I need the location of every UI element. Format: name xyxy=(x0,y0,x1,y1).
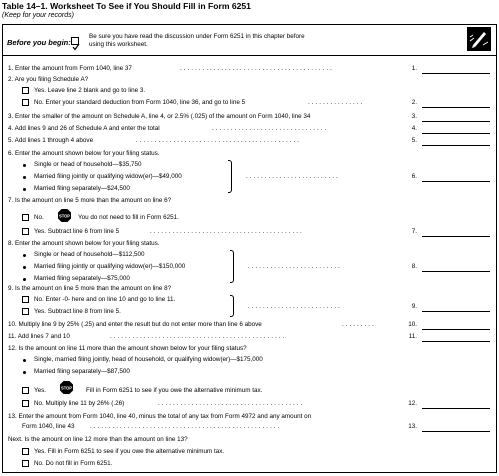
line-7-text: 7. Is the amount on line 5 more than the amount on line 6? xyxy=(8,197,172,204)
leader-dots: ......................................... xyxy=(150,229,304,235)
line-10-number: 10. xyxy=(408,321,417,328)
brace xyxy=(230,250,234,283)
line-2-no-checkbox[interactable] xyxy=(22,99,29,106)
leader-dots: ......................... xyxy=(248,304,342,310)
line-6-joint: Married filing jointly or qualifying widow(er)—$49,000 xyxy=(34,173,182,180)
leader-dots: ......................... xyxy=(248,264,342,270)
line-12-joint: Single, married filing jointly, head of household, or qualifying widow(er)—$175,000 xyxy=(34,356,263,363)
line-9-text: 9. Is the amount on line 5 more than the amount on line 8? xyxy=(8,285,172,292)
line-7-no-text: You do not need to fill in Form 6251. xyxy=(78,214,179,221)
line-8-joint: Married filing jointly or qualifying widow(er)—$150,000 xyxy=(34,263,186,270)
line-1-text: 1. Enter the amount from Form 1040, line 37 xyxy=(8,65,132,72)
line-9-no-checkbox[interactable] xyxy=(22,296,29,303)
line-7-no-label: No. xyxy=(34,214,44,221)
line-13-text-cont: Form 1040, line 43 xyxy=(22,423,75,430)
line-5-text: 5. Add lines 1 through 4 above xyxy=(8,137,94,144)
line-9-yes-checkbox[interactable] xyxy=(22,308,29,315)
line-7-entry[interactable] xyxy=(422,236,490,237)
stop-sign-label: STOP xyxy=(58,213,71,219)
line-10-entry[interactable] xyxy=(422,329,490,330)
line-5-number: 5. xyxy=(411,137,417,144)
line-9-yes-text: Yes. Subtract line 8 from line 5. xyxy=(34,308,121,315)
next-yes-checkbox[interactable] xyxy=(22,448,29,455)
line-2-number: 2. xyxy=(411,99,417,106)
bullet-icon xyxy=(23,164,26,167)
bullet-icon xyxy=(23,266,26,269)
bullet-icon xyxy=(23,254,26,257)
line-2-yes-checkbox[interactable] xyxy=(22,87,29,94)
line-8-single: Single or head of household—$112,500 xyxy=(34,251,145,258)
leader-dots: ............................... xyxy=(212,126,329,132)
leader-dots: ................................................... xyxy=(90,424,282,430)
line-12-separate: Married filing separately—$87,500 xyxy=(34,368,130,375)
leader-dots: ............... xyxy=(308,100,365,106)
line-7-number: 7. xyxy=(411,228,417,235)
line-12-text: 12. Is the amount on line 11 more than the amount shown below for your filing status? xyxy=(8,345,247,352)
leader-dots: ......................... xyxy=(246,174,340,180)
note-line-1: Be sure you have read the discussion under Form 6251 in this chapter before xyxy=(89,33,305,40)
line-7-yes-checkbox[interactable] xyxy=(22,228,29,235)
leader-dots: ......... xyxy=(342,322,376,328)
line-12-entry[interactable] xyxy=(422,408,490,409)
line-3-entry[interactable] xyxy=(422,121,490,122)
before-you-begin-note xyxy=(89,33,419,49)
line-9-number: 9. xyxy=(411,303,417,310)
worksheet-subtitle: (Keep for your records) xyxy=(2,12,74,19)
line-4-entry[interactable] xyxy=(422,133,490,134)
line-2-entry[interactable] xyxy=(422,107,490,108)
worksheet-title: Table 14–1. Worksheet To See if You Should Fill in Form 6251 xyxy=(2,1,251,11)
next-yes-text: Yes. Fill in Form 6251 to see if you owe the alternative minimum tax. xyxy=(34,448,225,455)
bullet-icon xyxy=(23,176,26,179)
checkmark-icon xyxy=(71,37,79,45)
leader-dots: ......................................... xyxy=(180,66,334,72)
line-1-number: 1. xyxy=(411,65,417,72)
line-10-text: 10. Multiply line 9 by 25% (.25) and enter the result but do not enter more than line 6 above xyxy=(8,321,262,328)
line-1-entry[interactable] xyxy=(422,73,490,74)
line-8-separate: Married filing separately—$75,000 xyxy=(34,275,130,282)
bullet-icon xyxy=(23,371,26,374)
line-3-number: 3. xyxy=(411,113,417,120)
line-4-number: 4. xyxy=(411,125,417,132)
line-11-entry[interactable] xyxy=(422,341,490,342)
line-6-number: 6. xyxy=(411,173,417,180)
line-13-number: 13. xyxy=(408,423,417,430)
next-no-text: No. Do not fill in Form 6251. xyxy=(34,460,113,467)
line-9-entry[interactable] xyxy=(422,311,490,312)
line-6-single: Single or head of household—$35,750 xyxy=(34,161,142,168)
line-7-yes-text: Yes. Subtract line 6 from line 5 xyxy=(34,228,120,235)
line-11-number: 11. xyxy=(408,333,417,340)
line-12-yes-text: Fill in Form 6251 to see if you owe the alternative minimum tax. xyxy=(86,387,263,394)
line-6-entry[interactable] xyxy=(422,181,490,182)
brace xyxy=(230,295,234,317)
line-12-yes-label: Yes. xyxy=(34,387,47,394)
line-5-entry[interactable] xyxy=(422,145,490,146)
before-you-begin-label: Before you begin: xyxy=(7,38,71,47)
line-3-text: 3. Enter the smaller of the amount on Schedule A, line 4, or 2.5% (.025) of the amount on Form 1040, line 34 xyxy=(8,113,311,120)
line-8-text: 8. Enter the amount shown below for your filing status. xyxy=(8,240,160,247)
leader-dots: ............................................ xyxy=(136,138,301,144)
stop-sign-icon xyxy=(60,381,73,394)
line-12-no-checkbox[interactable] xyxy=(22,400,29,407)
line-7-no-checkbox[interactable] xyxy=(22,214,29,221)
line-6-text: 6. Enter the amount shown below for your filing status. xyxy=(8,150,160,157)
line-12-yes-checkbox[interactable] xyxy=(22,387,29,394)
line-8-number: 8. xyxy=(411,263,417,270)
next-no-checkbox[interactable] xyxy=(22,460,29,467)
leader-dots: ............................................... xyxy=(110,334,287,340)
line-13-text: 13. Enter the amount from Form 1040, line 40, minus the total of any tax from Form 4972 and any amount on xyxy=(8,413,312,420)
bullet-icon xyxy=(23,278,26,281)
line-4-text: 4. Add lines 9 and 26 of Schedule A and enter the total xyxy=(8,125,160,132)
pen-icon xyxy=(467,27,491,51)
line-12-no-text: No. Multiply line 11 by 26% (.26) xyxy=(34,400,125,407)
brace xyxy=(228,160,232,193)
stop-sign-icon xyxy=(58,209,71,222)
line-8-entry[interactable] xyxy=(422,271,490,272)
line-9-no-text: No. Enter -0- here and on line 10 and go to line 11. xyxy=(34,296,176,303)
line-12-number: 12. xyxy=(408,400,417,407)
line-11-text: 11. Add lines 7 and 10 xyxy=(8,333,70,340)
note-line-2: using this worksheet. xyxy=(89,41,148,49)
stop-sign-label: STOP xyxy=(60,385,73,391)
next-question: Next. Is the amount on line 12 more than the amount on line 13? xyxy=(8,436,188,443)
line-6-separate: Married filing separately—$24,500 xyxy=(34,185,130,192)
line-2-text: 2. Are you filing Schedule A? xyxy=(8,76,89,83)
bullet-icon xyxy=(23,359,26,362)
bullet-icon xyxy=(23,188,26,191)
line-13-entry[interactable] xyxy=(422,431,490,432)
line-2-yes-text: Yes. Leave line 2 blank and go to line 3. xyxy=(34,87,146,94)
line-2-no-text: No. Enter your standard deduction from Form 1040, line 36, and go to line 5 xyxy=(34,99,246,106)
leader-dots: ....................................... xyxy=(158,401,305,407)
